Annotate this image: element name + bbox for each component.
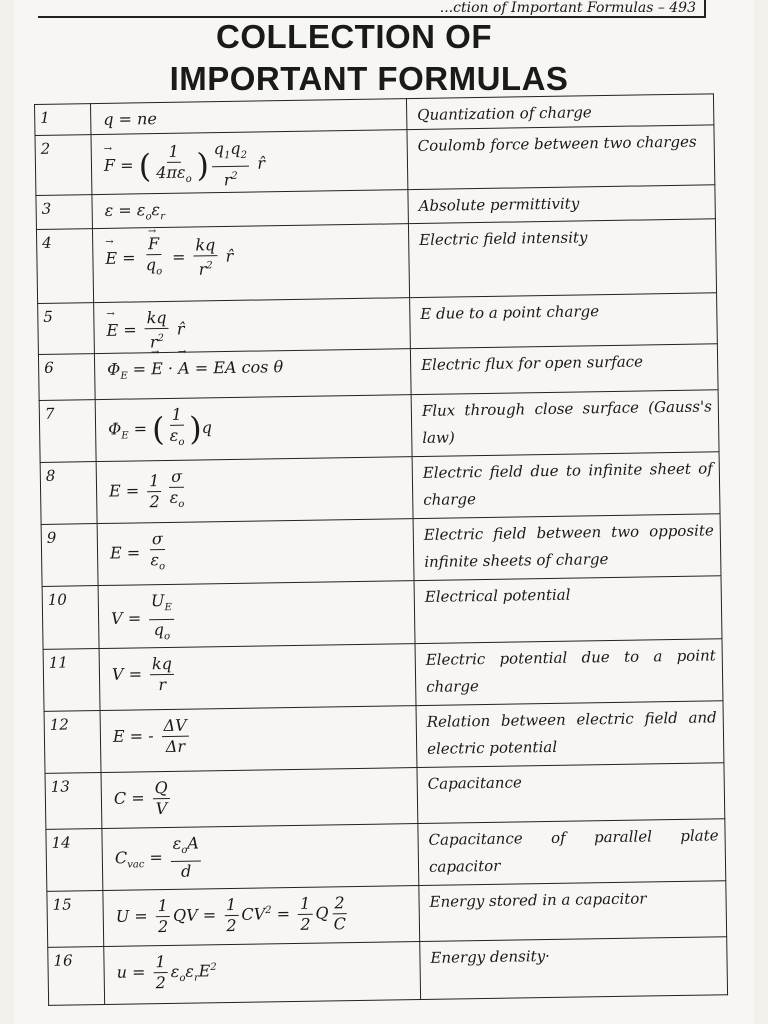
book-page (14, 0, 754, 1024)
row-number: 13 (45, 772, 102, 829)
row-number: 6 (38, 354, 95, 401)
table-row (46, 818, 726, 891)
description: Capacitance (417, 762, 725, 823)
row-number: 12 (44, 710, 101, 773)
table-row (43, 638, 723, 711)
formula: V = $\frac{kq}{r}$ (99, 643, 416, 710)
formula: E = $\frac{\sigma}{\varepsilon_o}$ (97, 519, 414, 586)
row-number: 3 (36, 195, 93, 230)
formula: q = ne (91, 99, 407, 135)
row-number: 1 (35, 104, 91, 136)
formula: C = $\frac{Q}{V}$ (101, 767, 418, 828)
description: Energy stored in a capacitor (419, 880, 727, 941)
row-number: 5 (38, 303, 95, 355)
table-row (41, 514, 721, 587)
description: Electric field intensity (408, 219, 716, 298)
description: Energy density· (420, 936, 728, 999)
row-number: 16 (48, 946, 105, 1005)
formula: → F = ( $\frac{1}{4\pi\varepsilon_o}$ ) $\frac{q_1q_2}{r^2}$ r̂ (91, 130, 408, 195)
row-number: 2 (35, 135, 92, 196)
formula-table (34, 93, 728, 1005)
row-number: 15 (47, 890, 104, 947)
row-number: 4 (36, 229, 93, 304)
table-row (42, 576, 722, 649)
table-row (40, 452, 720, 525)
formula: $\Phi_E$ = → E · → A = EA cos θ (94, 349, 411, 400)
page-title-line1: COLLECTION OF (216, 18, 492, 55)
row-number: 9 (41, 524, 98, 587)
row-number: 14 (46, 828, 103, 891)
formula: u = $\frac{1}{2}$ $\varepsilon_o\varepsilon_rE^2$ (104, 941, 421, 1004)
formula: E = - $\frac{\Delta V}{\Delta r}$ (100, 705, 417, 772)
description: Capacitance of parallel plate capacitor (418, 818, 726, 885)
description: Absolute permittivity (408, 185, 715, 224)
description: Coulomb force between two charges (407, 125, 715, 190)
table-row (39, 390, 719, 463)
description: Electric potential due to a point charge (415, 638, 723, 705)
table-row (48, 936, 728, 1005)
formula: → E = → $\frac{F}{q_o}$ = $\frac{kq}{r^2}$ r̂ (92, 224, 409, 303)
page-title-line2: IMPORTANT FORMULAS (169, 60, 569, 97)
description: Electric flux for open surface (410, 344, 718, 395)
table-row (35, 125, 715, 196)
description: E due to a point charge (410, 293, 718, 349)
formula: V = $\frac{U_E}{q_o}$ (98, 581, 415, 648)
formula: $\Phi_E$ = ( $\frac{1}{\varepsilon_o}$ )q (95, 395, 412, 462)
running-header: ...ction of Important Formulas – 493 (38, 0, 706, 18)
formula: $C_{vac}$ = $\frac{\varepsilon_oA}{d}$ (102, 823, 419, 890)
formula: $\varepsilon = \varepsilon_o\varepsilon_r$ (92, 190, 408, 229)
description: Electric field due to infinite sheet of charge (412, 452, 720, 519)
row-number: 8 (40, 462, 97, 525)
row-number: 7 (39, 400, 96, 463)
description: Relation between electric field and electric potential (416, 700, 724, 767)
description: Flux through close surface (Gauss's law) (411, 390, 719, 457)
table-row (36, 219, 716, 304)
formula: → E = $\frac{kq}{r^2}$ r̂ (94, 298, 411, 354)
formula: U = $\frac{1}{2}$ QV = $\frac{1}{2}$ $CV^2$ = $\frac{1}{2}$ Q $\frac{2}{C}$ (103, 885, 420, 946)
description: Electric field between two opposite infinite sheets of charge (413, 514, 721, 581)
description: Quantization of charge (406, 94, 713, 130)
row-number: 11 (43, 648, 100, 711)
formula: E = $\frac{1}{2}$ $\frac{\sigma}{\varepsilon_o}$ (96, 457, 413, 524)
row-number: 10 (42, 586, 99, 649)
description: Electrical potential (414, 576, 722, 643)
table-row (44, 700, 724, 773)
